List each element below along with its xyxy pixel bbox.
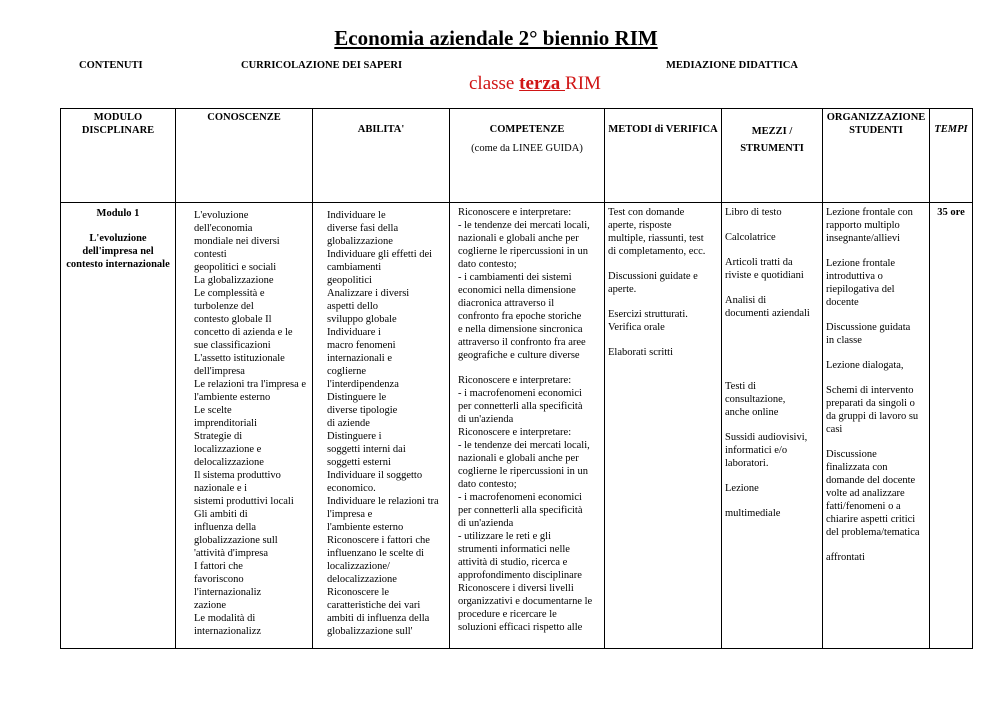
col-competenze: [450, 109, 605, 203]
text-line: nazionale e i: [194, 483, 248, 494]
text-line: consultazione,: [725, 394, 786, 405]
text-line: per connetterli alla specificità: [458, 401, 583, 412]
cell-modulo: [61, 203, 176, 649]
text-line: internazionalizz: [194, 626, 262, 637]
text-line: cambiamenti: [327, 262, 382, 273]
text-line: riviste e quotidiani: [725, 270, 804, 281]
line-spacer: [725, 344, 819, 356]
text-line: anche online: [725, 407, 779, 418]
text-line: I fattori che: [194, 561, 243, 572]
col-conoscenze: CONOSCENZE: [176, 109, 313, 203]
text-line: nazionali e globali anche per: [458, 233, 579, 244]
text-line: contesto globale Il: [194, 314, 272, 325]
text-line: concetto di azienda e le: [194, 327, 293, 338]
modulo-title: L'evoluzione dell'impresa nel contesto internazionale: [66, 233, 170, 270]
text-line: Esercizi strutturati.: [608, 309, 688, 320]
text-line: globalizzazione: [327, 236, 393, 247]
text-line: - le tendenze dei mercati locali,: [458, 220, 590, 231]
table-row: [61, 203, 973, 649]
text-line: Individuare il soggetto: [327, 470, 423, 481]
text-line: Distinguere i: [327, 431, 382, 442]
modulo-number: Modulo 1: [96, 208, 140, 219]
col-organizzazione: ORGANIZZAZIONE STUDENTI: [823, 109, 930, 203]
text-line: documenti aziendali: [725, 308, 810, 319]
class-suffix: RIM: [565, 73, 601, 94]
text-line: macro fenomeni: [327, 340, 396, 351]
text-line: confronto fra epoche storiche: [458, 311, 582, 322]
text-line: Lezione: [725, 483, 759, 494]
line-spacer: [725, 419, 819, 431]
text-line: approfondimento disciplinare: [458, 570, 582, 581]
text-line: localizzazione/: [327, 561, 390, 572]
text-line: di completamento, ecc.: [608, 246, 706, 257]
text-line: Test con domande: [608, 207, 685, 218]
col-metodi: METODI di VERIFICA: [605, 109, 722, 203]
text-line: dato contesto;: [458, 479, 517, 490]
text-line: Distinguere le: [327, 392, 387, 403]
text-line: Individuare gli effetti dei: [327, 249, 433, 260]
text-line: l'interdipendenza: [327, 379, 399, 390]
text-line: favoriscono: [194, 574, 244, 585]
text-line: Elaborati scritti: [608, 347, 674, 358]
col-competenze-label: COMPETENZE: [489, 124, 565, 135]
class-prefix: classe: [469, 73, 520, 94]
text-line: coglierne le ripercussioni in un: [458, 246, 589, 257]
text-line: riepilogativa del: [826, 284, 895, 295]
text-line: L'assetto istituzionale: [194, 353, 285, 364]
text-line: informatici e/o: [725, 445, 788, 456]
text-line: rapporto multiplo: [826, 220, 900, 231]
text-line: dato contesto;: [458, 259, 517, 270]
cell-abilita: [313, 203, 450, 649]
line-spacer: [725, 244, 819, 256]
text-line: diverse tipologie: [327, 405, 398, 416]
text-line: strumenti informatici nelle: [458, 544, 570, 555]
text-line: dell'impresa: [194, 366, 245, 377]
text-line: multiple, riassunti, test: [608, 233, 704, 244]
text-line: internazionali e: [327, 353, 393, 364]
text-line: Riconoscere le: [327, 587, 390, 598]
text-line: Le complessità e: [194, 288, 265, 299]
text-line: fatti/fenomeni o a: [826, 501, 901, 512]
text-line: diacronica attraverso il: [458, 298, 555, 309]
text-line: Gli ambiti di: [194, 509, 248, 520]
text-line: l'internazionaliz: [194, 587, 262, 598]
text-line: - le tendenze dei mercati locali,: [458, 440, 590, 451]
line-spacer: [725, 495, 819, 507]
line-spacer: [725, 219, 819, 231]
line-spacer: [608, 334, 718, 346]
text-line: ambiti di influenza della: [327, 613, 430, 624]
text-line: geopolitici: [327, 275, 372, 286]
text-line: Le modalità di: [194, 613, 256, 624]
text-line: Schemi di intervento: [826, 385, 914, 396]
document-title: Economia aziendale 2° biennio RIM: [334, 26, 658, 50]
text-line: preparati da singoli o: [826, 398, 915, 409]
text-line: e nella dimensione sincronica: [458, 324, 583, 335]
text-line: organizzativi e documentarne le: [458, 596, 593, 607]
text-line: Individuare le: [327, 210, 386, 221]
line-spacer: [608, 296, 718, 308]
text-line: Discussioni guidate e: [608, 271, 698, 282]
line-spacer: [725, 356, 819, 368]
text-line: geopolitici e sociali: [194, 262, 277, 273]
text-line: Riconoscere i fattori che: [327, 535, 430, 546]
text-line: Lezione frontale: [826, 258, 896, 269]
line-spacer: [725, 320, 819, 332]
text-line: Riconoscere i diversi livelli: [458, 583, 574, 594]
text-line: insegnante/allievi: [826, 233, 901, 244]
text-line: laboratori.: [725, 458, 769, 469]
line-spacer: [725, 470, 819, 482]
text-line: Riconoscere e interpretare:: [458, 427, 572, 438]
cell-conoscenze: [176, 203, 313, 649]
line-spacer: [725, 282, 819, 294]
line-spacer: [826, 309, 926, 321]
text-line: influenza della: [194, 522, 257, 533]
header-mediazione: MEDIAZIONE DIDATTICA: [666, 60, 798, 71]
line-spacer: [826, 347, 926, 359]
text-line: Lezione frontale con: [826, 207, 913, 218]
text-line: localizzazione e: [194, 444, 262, 455]
text-line: l'impresa e: [327, 509, 373, 520]
text-line: Analisi di: [725, 295, 767, 306]
text-line: nazionali e globali anche per: [458, 453, 579, 464]
line-spacer: [826, 245, 926, 257]
text-line: aperte.: [608, 284, 637, 295]
col-mezzi: MEZZI / STRUMENTI: [722, 109, 823, 203]
text-line: economico.: [327, 483, 376, 494]
text-line: del problema/tematica: [826, 527, 920, 538]
text-line: casi: [826, 424, 843, 435]
line-spacer: [826, 372, 926, 384]
text-line: domande del docente: [826, 475, 916, 486]
text-line: imprenditoriali: [194, 418, 257, 429]
text-line: l'ambiente esterno: [194, 392, 271, 403]
text-line: - i cambiamenti dei sistemi: [458, 272, 572, 283]
text-line: per connetterli alla specificità: [458, 505, 583, 516]
text-line: contesti: [194, 249, 227, 260]
text-line: coglierne le ripercussioni in un: [458, 466, 589, 477]
text-line: La globalizzazione: [194, 275, 274, 286]
text-line: - i macrofenomeni economici: [458, 492, 582, 503]
text-line: Riconoscere e interpretare:: [458, 207, 572, 218]
text-line: attività di studio, ricerca e: [458, 557, 568, 568]
line-spacer: [458, 362, 601, 374]
text-line: introduttiva o: [826, 271, 883, 282]
text-line: - i macrofenomeni economici: [458, 388, 582, 399]
text-line: sistemi produttivi locali: [194, 496, 294, 507]
text-line: l'ambiente esterno: [327, 522, 404, 533]
text-line: attraverso il confronto fra aree: [458, 337, 586, 348]
text-line: Individuare i: [327, 327, 381, 338]
line-spacer: [725, 332, 819, 344]
text-line: Discussione: [826, 449, 877, 460]
text-line: Verifica orale: [608, 322, 665, 333]
text-line: mondiale nei diversi: [194, 236, 280, 247]
text-line: Strategie di: [194, 431, 243, 442]
text-line: finalizzata con: [826, 462, 888, 473]
col-competenze-sub: (come da LINEE GUIDA): [471, 143, 583, 154]
text-line: volte ad analizzare: [826, 488, 905, 499]
text-line: coglierne: [327, 366, 367, 377]
class-label: [469, 73, 601, 95]
header-contenuti: CONTENUTI: [79, 60, 143, 71]
text-line: soggetti esterni: [327, 457, 391, 468]
line-spacer: [826, 436, 926, 448]
text-line: Le scelte: [194, 405, 232, 416]
text-line: di aziende: [327, 418, 370, 429]
col-modulo: MODULO DISCPLINARE: [61, 109, 176, 203]
text-line: Individuare le relazioni tra: [327, 496, 439, 507]
table-header-row: [61, 109, 973, 203]
text-line: geografiche e culture diverse: [458, 350, 580, 361]
text-line: Articoli tratti da: [725, 257, 793, 268]
curriculum-table: [60, 108, 973, 649]
text-line: caratteristiche dei vari: [327, 600, 421, 611]
col-tempi: TEMPI: [930, 109, 973, 203]
text-line: dell'economia: [194, 223, 253, 234]
text-line: docente: [826, 297, 859, 308]
text-line: Il sistema produttivo: [194, 470, 281, 481]
text-line: L'evoluzione: [194, 210, 249, 221]
header-curricolazione: CURRICOLAZIONE DEI SAPERI: [241, 60, 403, 71]
line-spacer: [608, 258, 718, 270]
text-line: turbolenze del: [194, 301, 254, 312]
cell-tempi: 35 ore: [930, 203, 973, 649]
text-line: Le relazioni tra l'impresa e: [194, 379, 307, 390]
text-line: soggetti interni dai: [327, 444, 406, 455]
text-line: economici nella dimensione: [458, 285, 576, 296]
text-line: Libro di testo: [725, 207, 782, 218]
text-line: di un'azienda: [458, 518, 514, 529]
text-line: sue classificazioni: [194, 340, 271, 351]
line-spacer: [725, 368, 819, 380]
cell-mezzi: [722, 203, 823, 649]
text-line: Discussione guidata: [826, 322, 911, 333]
text-line: multimediale: [725, 508, 781, 519]
text-line: chiarire aspetti critici: [826, 514, 916, 525]
text-line: Analizzare i diversi: [327, 288, 410, 299]
text-line: zazione: [194, 600, 227, 611]
text-line: influenzano le scelte di: [327, 548, 425, 559]
text-line: Sussidi audiovisivi,: [725, 432, 808, 443]
cell-competenze: [450, 203, 605, 649]
text-line: affrontati: [826, 552, 865, 563]
text-line: Calcolatrice: [725, 232, 776, 243]
text-line: Testi di: [725, 381, 757, 392]
text-line: globalizzazione sull: [194, 535, 278, 546]
cell-metodi: [605, 203, 722, 649]
line-spacer: [826, 539, 926, 551]
text-line: Lezione dialogata,: [826, 360, 904, 371]
text-line: delocalizzazione: [327, 574, 397, 585]
text-line: di un'azienda: [458, 414, 514, 425]
text-line: soluzioni efficaci rispetto alle: [458, 622, 583, 633]
cell-organizzazione: [823, 203, 930, 649]
text-line: aperte, risposte: [608, 220, 672, 231]
text-line: diverse fasi della: [327, 223, 399, 234]
col-abilita: ABILITA': [313, 109, 450, 203]
text-line: Riconoscere e interpretare:: [458, 375, 572, 386]
text-line: sviluppo globale: [327, 314, 397, 325]
text-line: - utilizzare le reti e gli: [458, 531, 551, 542]
text-line: delocalizzazione: [194, 457, 264, 468]
text-line: procedure e ricercare le: [458, 609, 557, 620]
text-line: in classe: [826, 335, 862, 346]
class-year: terza: [519, 73, 566, 94]
text-line: 'attività d'impresa: [194, 548, 269, 559]
text-line: da gruppi di lavoro su: [826, 411, 919, 422]
text-line: globalizzazione sull': [327, 626, 413, 637]
text-line: aspetti dello: [327, 301, 379, 312]
